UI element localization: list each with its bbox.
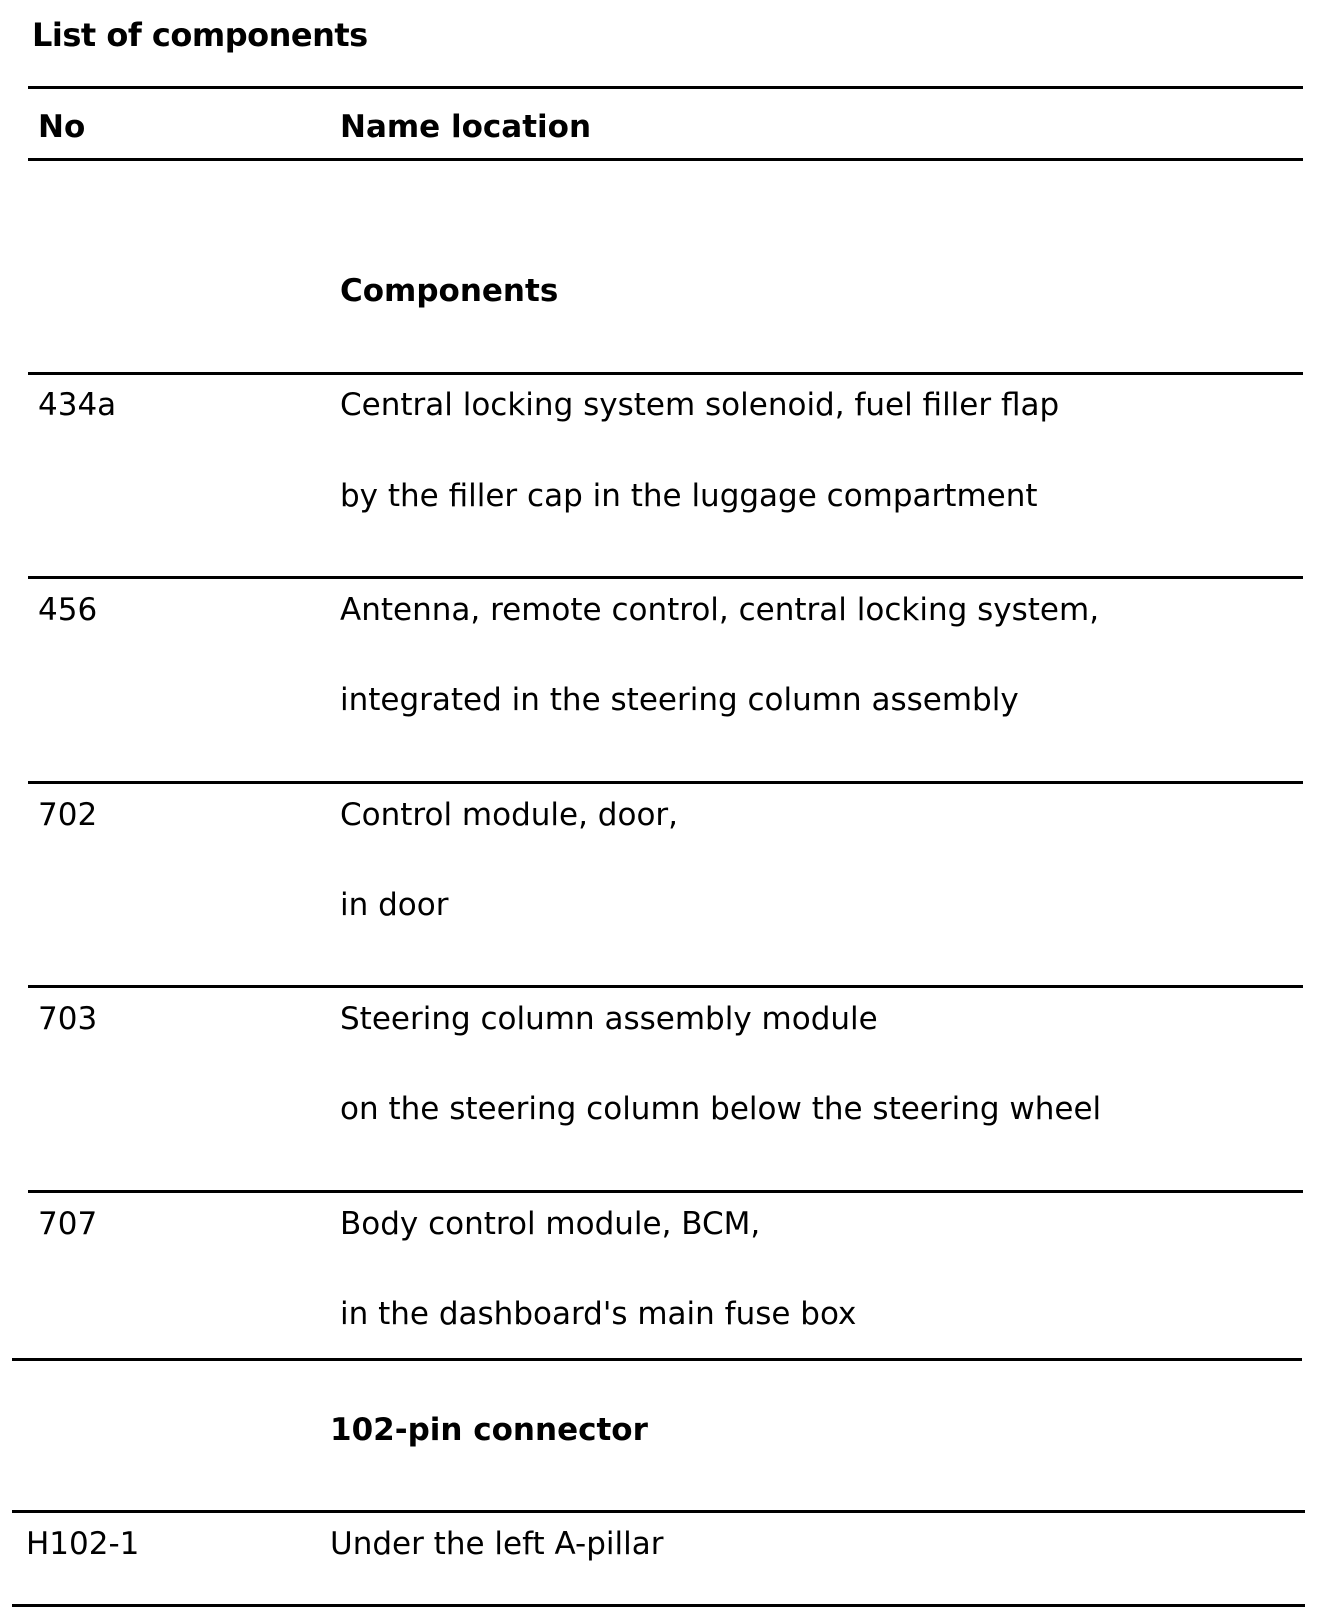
table-row-location: on the steering column below the steering wheel	[340, 1091, 1102, 1127]
section-heading-102-pin-connector: 102-pin connector	[330, 1412, 648, 1448]
table-row-no: 434a	[38, 387, 117, 423]
row-rule	[28, 781, 1303, 784]
table-row-no: 456	[38, 592, 98, 628]
table-row-location: integrated in the steering column assembly	[340, 682, 1019, 718]
section-heading-components: Components	[340, 273, 559, 309]
table-row-location: by the filler cap in the luggage compartment	[340, 478, 1038, 514]
row-rule	[28, 985, 1303, 988]
table-row-description: Central locking system solenoid, fuel filler flap	[340, 387, 1060, 423]
table-row-description: Body control module, BCM,	[340, 1206, 761, 1242]
column-header-no: No	[38, 109, 86, 145]
table-row-no: 707	[38, 1206, 98, 1242]
page-title: List of components	[32, 16, 368, 54]
table-row-description: Control module, door,	[340, 797, 679, 833]
table-bottom-rule	[12, 1604, 1305, 1607]
table-top-rule	[28, 86, 1303, 89]
row-rule	[28, 1190, 1303, 1193]
section-rule	[12, 1358, 1302, 1361]
table-row-description: Antenna, remote control, central locking system,	[340, 592, 1100, 628]
row-rule	[28, 576, 1303, 579]
column-header-name-location: Name location	[340, 109, 592, 145]
table-row-no: H102-1	[26, 1526, 140, 1562]
row-rule	[28, 372, 1303, 375]
table-row-location: in the dashboard's main fuse box	[340, 1296, 857, 1332]
table-row-no: 703	[38, 1001, 98, 1037]
table-row-location: in door	[340, 887, 449, 923]
table-row-description: Steering column assembly module	[340, 1001, 878, 1037]
row-rule	[12, 1510, 1305, 1513]
table-row-no: 702	[38, 797, 98, 833]
table-row-location: Under the left A-pillar	[330, 1526, 664, 1562]
header-bottom-rule	[28, 158, 1303, 161]
